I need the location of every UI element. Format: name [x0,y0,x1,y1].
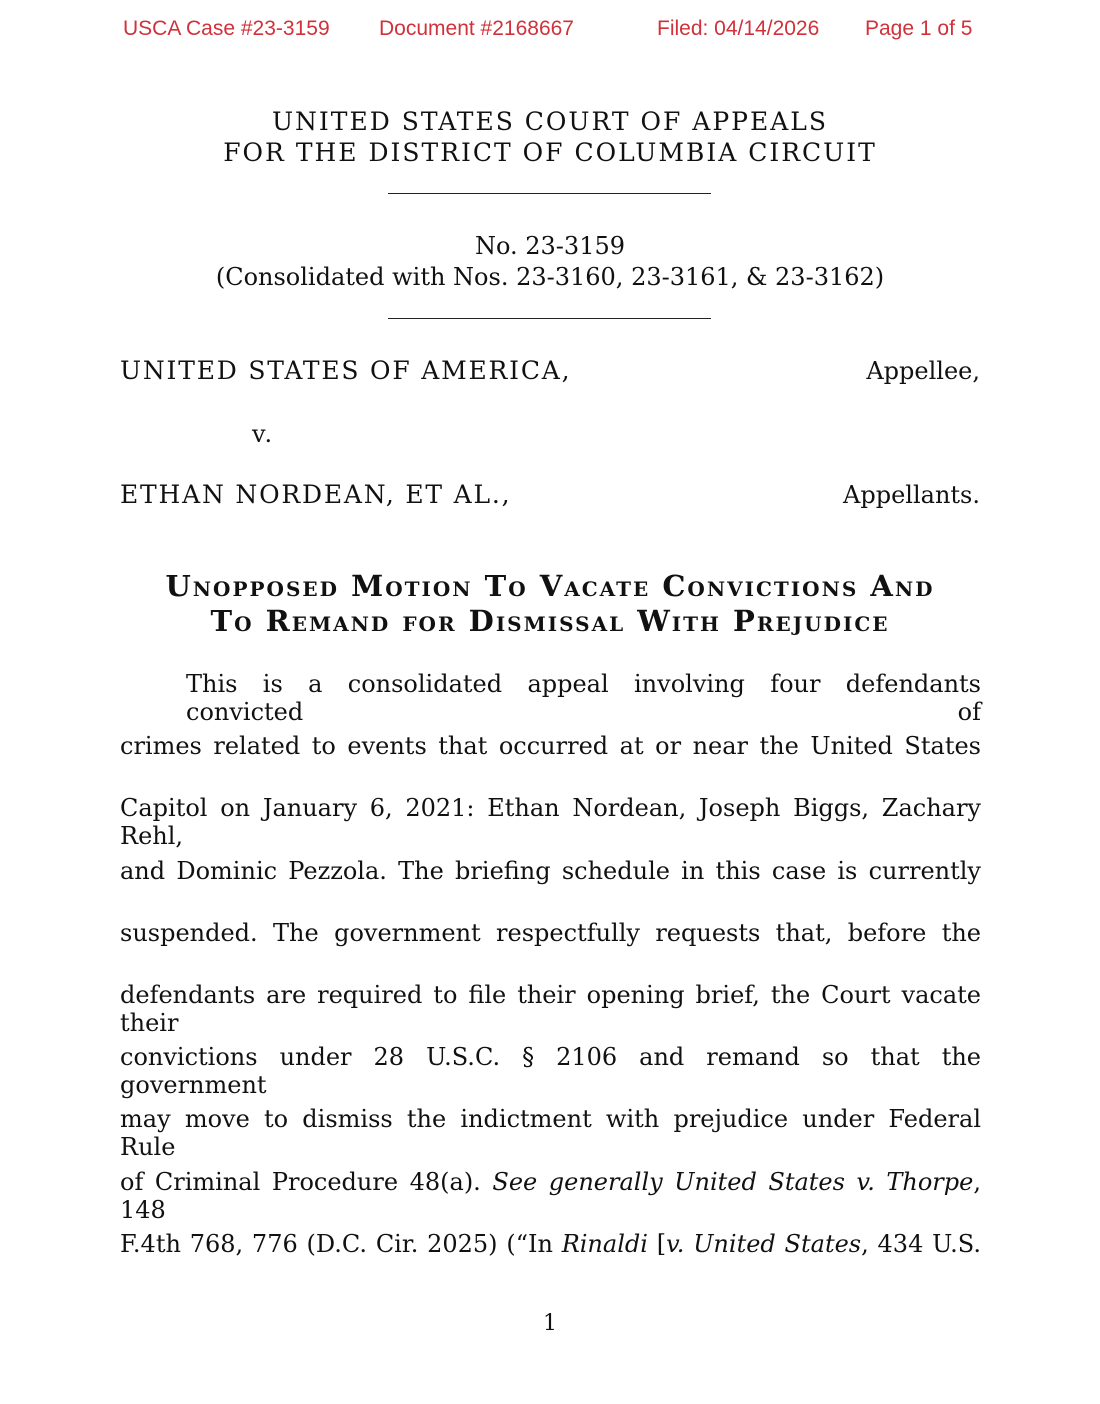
header-filed-date: Filed: 04/14/2026 [657,17,820,40]
body-line [120,732,981,760]
body-text: convictions under 28 U.S.C. § 2106 and remand so that the government [120,1043,981,1100]
case-citation-italic: v. United States [666,1229,862,1258]
body-line [186,670,981,726]
header-page-count: Page 1 of 5 [865,17,973,40]
body-text: , 148 [120,1167,981,1224]
case-number: No. 23-3159 [474,232,625,260]
court-name-line2: FOR THE DISTRICT OF COLUMBIA CIRCUIT [223,138,877,167]
body-text: and Dominic Pezzola. The briefing schedule in this case is currently [120,856,981,885]
court-name-line1: UNITED STATES COURT OF APPEALS [271,107,829,136]
body-line [120,794,981,850]
page-number: 1 [543,1311,557,1336]
body-line [120,1105,981,1161]
body-line [120,919,981,947]
divider [388,318,711,319]
appellants-name: ETHAN NORDEAN, ET AL., [120,480,512,509]
appellee-name: UNITED STATES OF AMERICA, [120,356,572,385]
body-line [120,857,981,885]
body-line [120,981,981,1037]
body-line [120,1043,981,1099]
appellants-role: Appellants. [843,481,980,509]
body-text: crimes related to events that occurred at or near the United States [120,732,981,761]
motion-title-line2: To Remand for Dismissal With Prejudice [210,604,890,638]
body-text: of Criminal Procedure 48(a). [120,1167,493,1196]
case-citation-italic: See generally United States v. Thorpe [492,1167,974,1196]
body-text: This is a consolidated appeal involving four defendants convicted of [186,670,981,726]
divider [388,193,711,194]
versus: v. [252,420,274,448]
body-text: may move to dismiss the indictment with prejudice under Federal Rule [120,1105,981,1162]
motion-title-line1: Unopposed Motion To Vacate Convictions And [165,569,935,603]
body-text: defendants are required to file their opening brief, the Court vacate their [120,981,981,1037]
header-case-number: USCA Case #23-3159 [123,17,330,40]
body-text: suspended. The government respectfully requests that, before the [120,918,981,947]
body-text: [ [647,1229,667,1258]
body-text: Capitol on January 6, 2021: Ethan Nordean, Joseph Biggs, Zachary Rehl, [120,794,981,851]
body-line [120,1168,981,1224]
body-text: F.4th 768, 776 (D.C. Cir. 2025) (“In [120,1229,562,1258]
appellee-role: Appellee, [866,357,980,385]
body-line [120,1230,981,1258]
case-citation-italic: Rinaldi [561,1229,648,1258]
header-document-number: Document #2168667 [379,17,574,40]
consolidated-cases: (Consolidated with Nos. 23-3160, 23-3161, & 23-3162) [215,263,885,291]
body-text: , 434 U.S. [861,1229,981,1258]
